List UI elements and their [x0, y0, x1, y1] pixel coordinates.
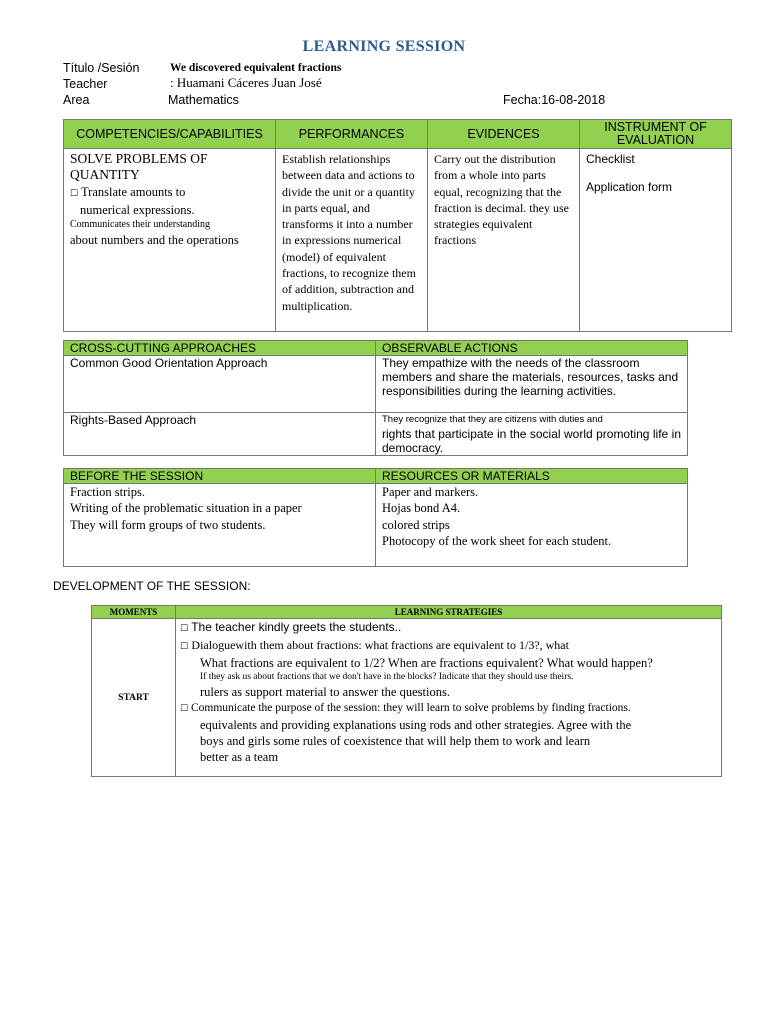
performance-cell: Establish relationships between data and actions to divide the unit or a quantity in parts equal, and transforms it into a number in expressions numerical (model) of equivalent fractions, to recognize them of addition, subtraction and multiplication. — [276, 149, 428, 332]
development-label: DEVELOPMENT OF THE SESSION: — [53, 579, 251, 593]
competencies-table — [63, 119, 732, 332]
competency-item-small: Communicates their understanding — [70, 219, 210, 231]
header-instrument: INSTRUMENT OF EVALUATION — [580, 120, 732, 149]
header-strategies: LEARNING STRATEGIES — [176, 606, 722, 619]
header-evidences: EVIDENCES — [428, 120, 580, 149]
crosscutting-header-row — [64, 341, 688, 356]
competency-item-cont2: about numbers and the operations — [70, 233, 239, 248]
resources-cell: Paper and markers. Hojas bond A4. colored strips Photocopy of the work sheet for each student. — [376, 484, 688, 567]
session-date: Fecha:16-08-2018 — [503, 93, 606, 107]
crosscutting-table — [63, 340, 688, 456]
approach-common-good: Common Good Orientation Approach — [64, 356, 376, 413]
teacher-label: Teacher — [63, 77, 108, 91]
competency-title: SOLVE PROBLEMS OF QUANTITY — [70, 151, 208, 183]
header-crosscutting: CROSS-CUTTING APPROACHES — [64, 341, 376, 356]
before-cell: Fraction strips. Writing of the problematic situation in a paper They will form groups of two students. — [64, 484, 376, 567]
header-before: BEFORE THE SESSION — [64, 469, 376, 484]
page-title: LEARNING SESSION — [302, 38, 466, 55]
competencies-body-row — [64, 149, 732, 332]
evidence-cell: Carry out the distribution from a whole into parts equal, recognizing that the fraction is decimal. they use strategies equivalent fractions — [428, 149, 580, 332]
instrument-checklist: Checklist — [586, 152, 635, 166]
area-value: Mathematics — [168, 93, 239, 107]
competencies-header-row — [64, 120, 732, 149]
table-row — [64, 356, 688, 413]
approach-rights: Rights-Based Approach — [64, 413, 376, 456]
table-row — [64, 484, 688, 567]
competency-cell — [64, 149, 276, 332]
teacher-name: : Huamani Cáceres Juan José — [170, 75, 322, 90]
session-title: We discovered equivalent fractions — [170, 62, 342, 74]
checkbox-icon: ☐ — [180, 704, 189, 714]
before-header-row — [64, 469, 688, 484]
header-competencies: COMPETENCIES/CAPABILITIES — [64, 120, 276, 149]
instrument-application-form: Application form — [586, 180, 673, 195]
checkbox-icon: ☐ — [70, 188, 79, 199]
checkbox-icon: ☐ — [180, 624, 189, 634]
title-label: Título /Sesión — [63, 61, 140, 75]
table-row — [64, 413, 688, 456]
moment-start: START — [92, 619, 176, 777]
competency-item: ☐ Translate amounts to — [70, 184, 186, 199]
header-performances: PERFORMANCES — [276, 120, 428, 149]
header-resources: RESOURCES OR MATERIALS — [376, 469, 688, 484]
before-session-table — [63, 468, 688, 567]
action-rights: They recognize that they are citizens with duties and rights that participate in the social world promoting life in democracy. — [376, 413, 688, 456]
table-row — [92, 619, 722, 777]
moments-table — [91, 605, 722, 777]
competency-item-cont: numerical expressions. — [80, 202, 195, 217]
instrument-cell — [580, 149, 732, 332]
moments-header-row — [92, 606, 722, 619]
strategies-cell: ☐ The teacher kindly greets the students.. ☐ Dialoguewith them about fractions: what fractions are equivalent to 1/3?, what What fractions are equivalent to 1/2? When are fractions equivalent? What would happen? If they ask us about fractions that we don't have in the blocks? Indicate that they should use theirs. rulers as support material to answer the questions. ☐ Communicate the purpose of the session: they will learn to solve problems by finding fractions. equivalents and providing explanations using rods and other strategies. Agree with the boys and girls some rules of coexistence that will help them to work and learn better as a team — [176, 619, 722, 777]
checkbox-icon: ☐ — [180, 642, 189, 652]
area-label: Area — [63, 93, 90, 107]
header-observable: OBSERVABLE ACTIONS — [376, 341, 688, 356]
header-moments: MOMENTS — [92, 606, 176, 619]
action-common-good: They empathize with the needs of the classroom members and share the materials, resources, tasks and responsibilities during the learning activities. — [376, 356, 688, 413]
